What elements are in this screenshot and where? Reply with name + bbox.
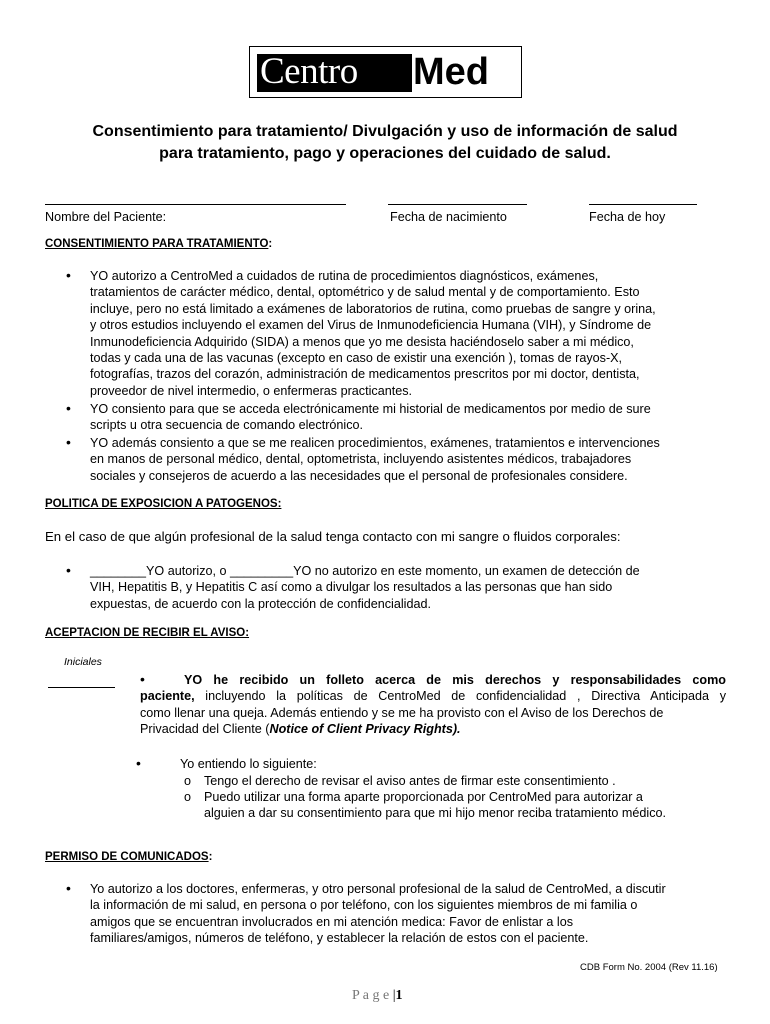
bullet-icon: •: [140, 671, 145, 687]
consent-heading: CONSENTIMIENTO PARA TRATAMIENTO:: [45, 238, 273, 250]
notice-bullet-2: Yo entiendo lo siguiente:: [180, 757, 317, 771]
pathogen-heading: POLITICA DE EXPOSICION A PATOGENOS:: [45, 498, 282, 510]
bullet-icon: •: [66, 562, 71, 578]
bullet-icon: •: [66, 434, 71, 450]
patient-name-label: Nombre del Paciente:: [45, 210, 167, 224]
permission-bullet: Yo autorizo a los doctores, enfermeras, y otro personal profesional de la salud de CentroMed, a discutir la información de mi salud, en persona o por teléfono, con los siguientes miembros de mi familia o amigos que se encuentran involucrados en mi atención medica: Favor de enlistar a los familiares/amigos, números de teléfono, y establecer la relación de estos con el paciente.: [90, 882, 666, 946]
logo-text-med: Med: [413, 51, 489, 93]
notice-heading: ACEPTACION DE RECIBIR EL AVISO:: [45, 627, 250, 639]
page-separator: |: [392, 988, 396, 1003]
consent-bullet-2: YO consiento para que se acceda electrónicamente mi historial de medicamentos por medio de sure scripts u otra secuencia de comando electrónico.: [90, 402, 651, 433]
patient-name-line[interactable]: [45, 204, 346, 205]
pathogen-bullet: ________YO autorizo, o _________YO no autorizo en este momento, un examen de detección de VIH, Hepatitis B, y Hepatitis C así como a divulgar los resultados a las personas que han sido expuestas, de acuerdo con la protección de confidencialidad.: [90, 564, 640, 611]
initials-label: Iniciales: [64, 656, 102, 668]
bullet-icon: •: [66, 267, 71, 283]
page-label: P a g e |1: [352, 988, 403, 1003]
today-date-label: Fecha de hoy: [589, 210, 666, 224]
birth-date-line[interactable]: [388, 204, 527, 205]
document-title-line-1: Consentimiento para tratamiento/ Divulgación y uso de información de salud: [92, 123, 678, 140]
consent-bullet-1: YO autorizo a CentroMed a cuidados de rutina de procedimientos diagnósticos, exámenes, tratamientos de carácter médico, dental, optométrico y de salud mental y de comportamiento. Esto incluye, pero no está limitado a exámenes de laboratorios de rutina, como pruebas de sangre y orina, y otros estudios incluyendo el examen del Virus de Inmunodeficiencia Humana (VIH), y Síndrome de Inmunodeficiencia Adquirido (SIDA) a menos que yo me desista haciéndoselo saber a mi médico, todas y cada una de las vacunas (excepto en caso de existir una exención ), tomas de rayos-X, fotografías, trazos del corazón, administración de medicamentos prescritos por mi doctor, dentista, proveedor de nivel intermedio, o enfermeras practicantes.: [90, 269, 656, 398]
sub-bullet-icon: o: [184, 774, 192, 788]
notice-bullet-1: YO he recibido un folleto acerca de mis derechos y responsabilidades como paciente, incluyendo la políticas de CentroMed de confidencialidad , Directiva Anticipada y como llenar una queja. Además entiendo y se me ha provisto con el Aviso de los Derechos de Privacidad del Cliente (Notice of Client Privacy Rights).: [140, 673, 726, 737]
notice-sub-2: Puedo utilizar una forma aparte proporcionada por CentroMed para autorizar a alguien a dar su consentimiento para que mi hijo menor reciba tratamiento médico.: [204, 790, 667, 821]
centromed-logo: [249, 46, 522, 98]
logo-text-centro: Centro: [260, 51, 358, 92]
pathogen-intro: En el caso de que algún profesional de la salud tenga contacto con mi sangre o fluidos corporales:: [45, 529, 621, 544]
notice-sub-1: Tengo el derecho de revisar el aviso antes de firmar este consentimiento .: [204, 774, 616, 788]
document-title-line-2: para tratamiento, pago y operaciones del cuidado de salud.: [159, 145, 611, 162]
form-number: CDB Form No. 2004 (Rev 11.16): [580, 962, 718, 973]
initials-line[interactable]: [48, 687, 115, 688]
birth-date-label: Fecha de nacimiento: [390, 210, 507, 224]
bullet-icon: •: [66, 400, 71, 416]
sub-bullet-icon: o: [184, 790, 192, 804]
today-date-line[interactable]: [589, 204, 697, 205]
permission-heading: PERMISO DE COMUNICADOS:: [45, 851, 213, 863]
bullet-icon: •: [66, 880, 71, 896]
page-number: 1: [395, 988, 403, 1003]
consent-bullet-3: YO además consiento a que se me realicen procedimientos, exámenes, tratamientos e intervenciones en manos de personal médico, dental, optometrista, incluyendo asistentes médicos, trabajadores sociales y consejeros de acuerdo a las necesidades que el personal de profesionales considere.: [90, 436, 660, 483]
bullet-icon: •: [136, 755, 141, 771]
